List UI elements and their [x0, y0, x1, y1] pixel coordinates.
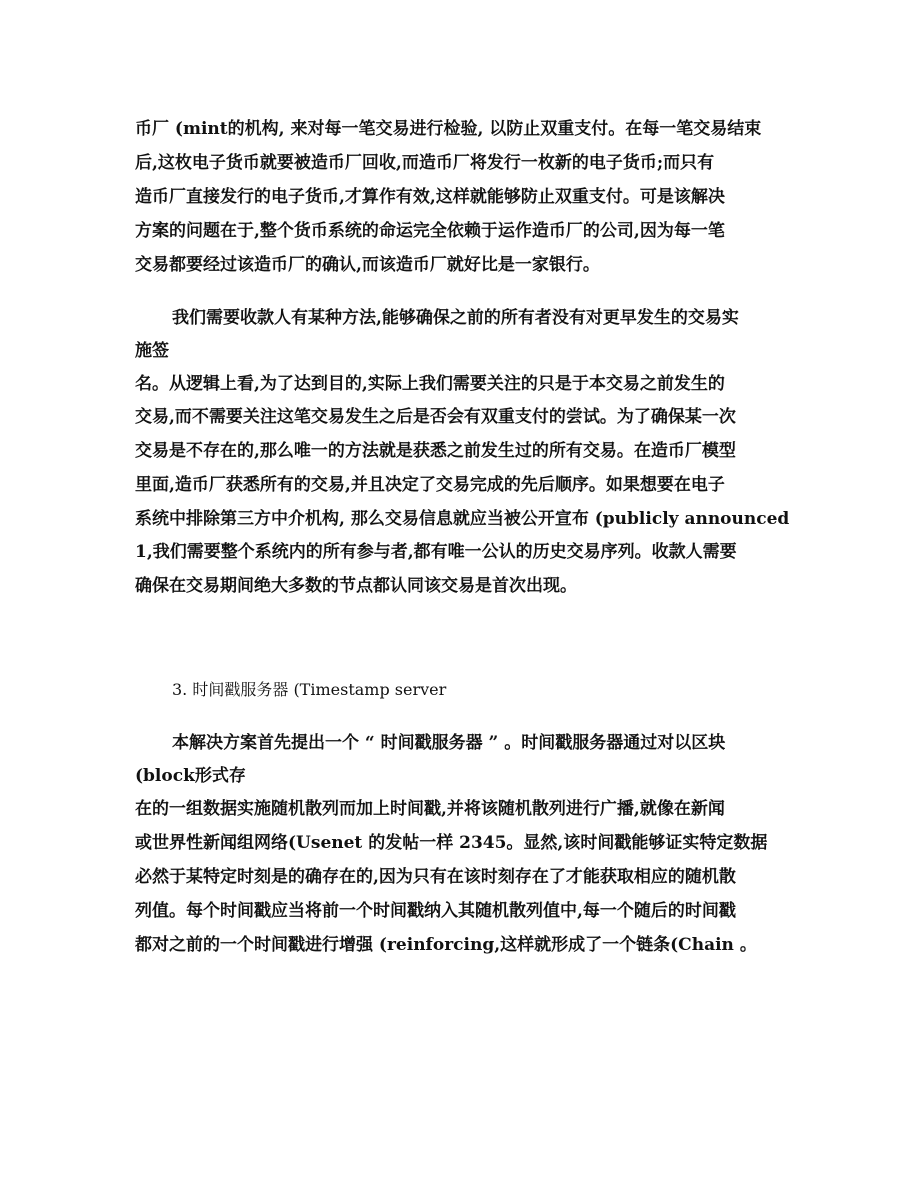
text-line: 后,这枚电子货币就要被造币厂回收,而造币厂将发行一枚新的电子货币;而只有 [135, 153, 715, 173]
text-line: 交易是不存在的,那么唯一的方法就是获悉之前发生过的所有交易。在造币厂模型 [135, 441, 736, 461]
text-line: 列值。每个时间戳应当将前一个时间戳纳入其随机散列值中,每一个随后的时间戳 [135, 901, 736, 921]
text-line: 1,我们需要整个系统内的所有参与者,都有唯一公认的历史交易序列。收款人需要 [135, 542, 737, 562]
text-line: 确保在交易期间绝大多数的节点都认同该交易是首次出现。 [135, 576, 577, 596]
text-line: 名。从逻辑上看,为了达到目的,实际上我们需要关注的只是于本交易之前发生的 [135, 374, 725, 394]
section-heading: 3. 时间戳服务器 (Timestamp server [172, 680, 447, 699]
text-line: 或世界性新闻组网络(Usenet 的发帖一样 2345。显然,该时间戳能够证实特定数据 [135, 833, 768, 853]
text-line: 都对之前的一个时间戳进行增强 (reinforcing,这样就形成了一个链条(Chain 。 [135, 935, 757, 955]
text-line: 币厂 (mint的机构, 来对每一笔交易进行检验, 以防止双重支付。在每一笔交易结束 [135, 119, 762, 139]
text-line: 在的一组数据实施随机散列而加上时间戳,并将该随机散列进行广播,就像在新闻 [135, 799, 725, 819]
text-line: (block形式存 [135, 766, 246, 786]
text-line: 施签 [135, 341, 169, 361]
text-line: 方案的问题在于,整个货币系统的命运完全依赖于运作造币厂的公司,因为每一笔 [135, 221, 725, 241]
text-line: 里面,造币厂获悉所有的交易,并且决定了交易完成的先后顺序。如果想要在电子 [135, 475, 725, 495]
text-line: 我们需要收款人有某种方法,能够确保之前的所有者没有对更早发生的交易实 [172, 308, 739, 328]
text-line: 交易都要经过该造币厂的确认,而该造币厂就好比是一家银行。 [135, 255, 600, 275]
text-line: 本解决方案首先提出一个 “ 时间戳服务器 ” 。时间戳服务器通过对以区块 [172, 733, 726, 753]
text-line: 必然于某特定时刻是的确存在的,因为只有在该时刻存在了才能获取相应的随机散 [135, 867, 736, 887]
text-line: 造币厂直接发行的电子货币,才算作有效,这样就能够防止双重支付。可是该解决 [135, 187, 725, 207]
text-line: 系统中排除第三方中介机构, 那么交易信息就应当被公开宣布 (publicly announced [135, 509, 790, 529]
text-line: 交易,而不需要关注这笔交易发生之后是否会有双重支付的尝试。为了确保某一次 [135, 407, 736, 427]
